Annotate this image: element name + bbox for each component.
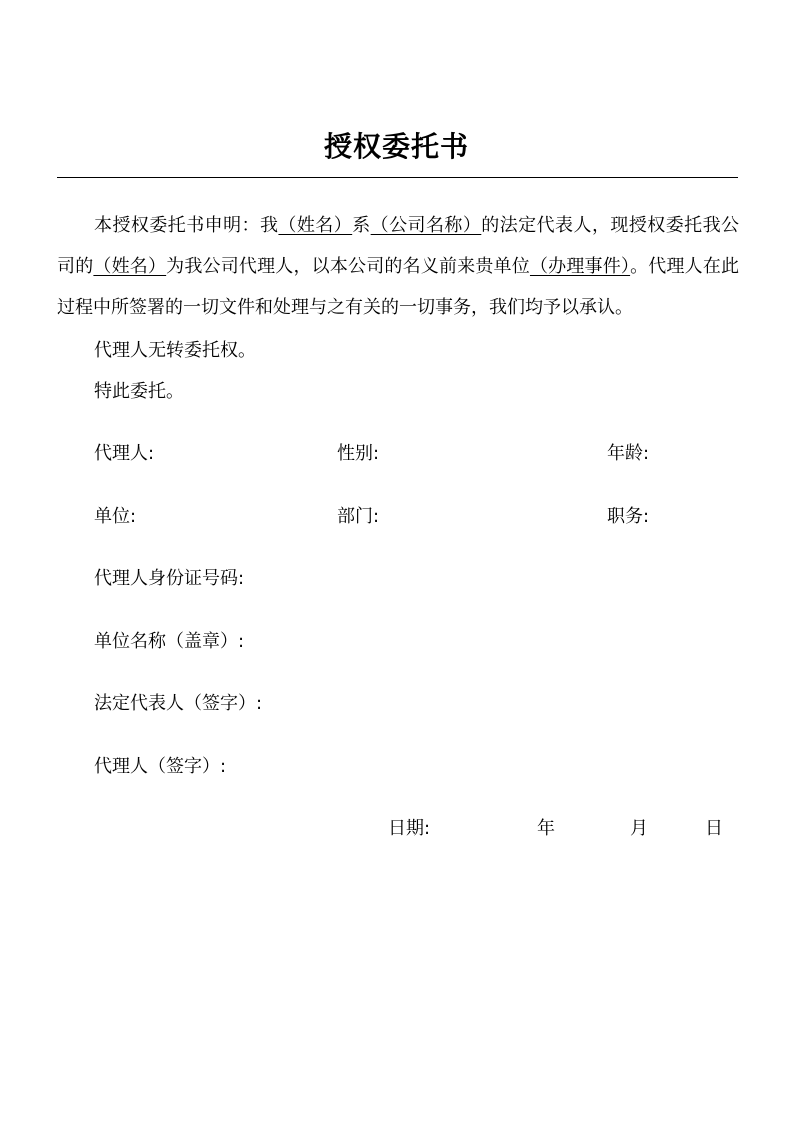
blank-agent-name: （姓名） xyxy=(93,256,167,277)
date-day: 日 xyxy=(705,818,723,839)
date-month: 月 xyxy=(630,818,648,839)
paragraph-text-5: 。代理人在此过程中所签署的一切文件和处理与之有关的一切事务，我们均予以承认。 xyxy=(57,256,740,318)
hereby-text: 特此委托。 xyxy=(94,381,184,402)
paragraph-text-4: 为我公司代理人，以本公司的名义前来贵单位 xyxy=(166,256,530,277)
document-title: 授权委托书 xyxy=(323,130,469,163)
paragraph-text-2: 系 xyxy=(352,215,371,236)
date-label: 日期: xyxy=(388,818,431,839)
blank-name: （姓名） xyxy=(278,215,353,236)
age-label: 年龄: xyxy=(607,443,650,464)
paragraph-text-3: 的法定代表人，现授权委托我公司的 xyxy=(57,215,740,277)
blank-matter: （办理事件） xyxy=(529,256,631,277)
title-divider xyxy=(57,177,738,178)
legal-rep-sign-label: 法定代表人（签字）: xyxy=(94,693,263,714)
agent-label: 代理人: xyxy=(94,443,155,464)
unit-name-seal-label: 单位名称（盖章）: xyxy=(94,631,245,652)
unit-label: 单位: xyxy=(94,506,137,527)
date-year: 年 xyxy=(537,818,555,839)
no-subdelegation-text: 代理人无转委托权。 xyxy=(94,340,256,361)
blank-company-name: （公司名称） xyxy=(370,215,482,236)
agent-sign-label: 代理人（签字）: xyxy=(94,756,227,777)
position-label: 职务: xyxy=(607,506,650,527)
department-label: 部门: xyxy=(337,506,380,527)
paragraph-text-1: 本授权委托书申明：我 xyxy=(94,215,279,236)
agent-id-label: 代理人身份证号码: xyxy=(94,568,245,589)
gender-label: 性别: xyxy=(337,443,380,464)
authorization-paragraph xyxy=(57,205,739,328)
